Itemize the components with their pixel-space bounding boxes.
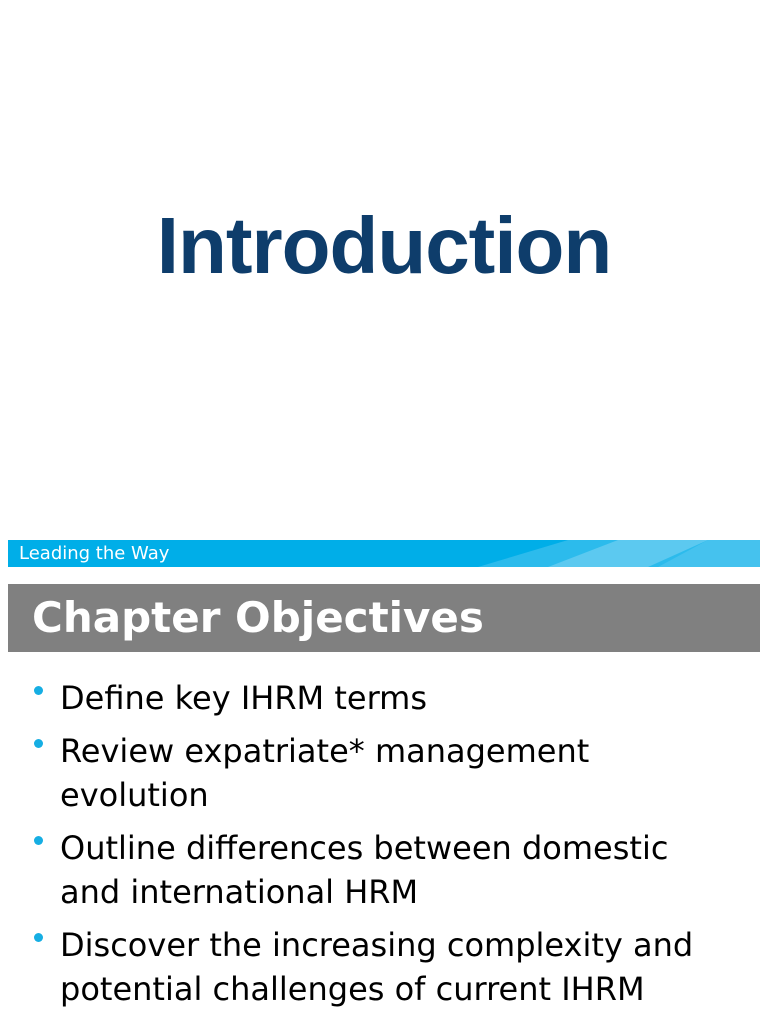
- objectives-list: [0, 676, 768, 1020]
- objective-text: Discover the increasing complexity and potential challenges of current IHRM: [60, 926, 694, 1008]
- section-heading-bar: [8, 584, 760, 652]
- objective-text: Outline differences between domestic and international HRM: [60, 829, 669, 911]
- bullet-dot-icon: [34, 739, 43, 748]
- leading-the-way-banner: [8, 540, 760, 567]
- banner-text: Leading the Way: [19, 543, 170, 564]
- list-item: [0, 923, 768, 1011]
- bullet-dot-icon: [34, 933, 43, 942]
- bullet-dot-icon: [34, 836, 43, 845]
- list-item: [0, 826, 768, 914]
- list-item: [0, 729, 768, 817]
- objective-text: Define key IHRM terms: [60, 679, 427, 717]
- bullet-dot-icon: [34, 686, 43, 695]
- list-item: [0, 676, 768, 720]
- slide-title: Introduction: [156, 201, 612, 290]
- objective-text: Review expatriate* management evolution: [60, 732, 590, 814]
- section-heading: Chapter Objectives: [32, 593, 484, 642]
